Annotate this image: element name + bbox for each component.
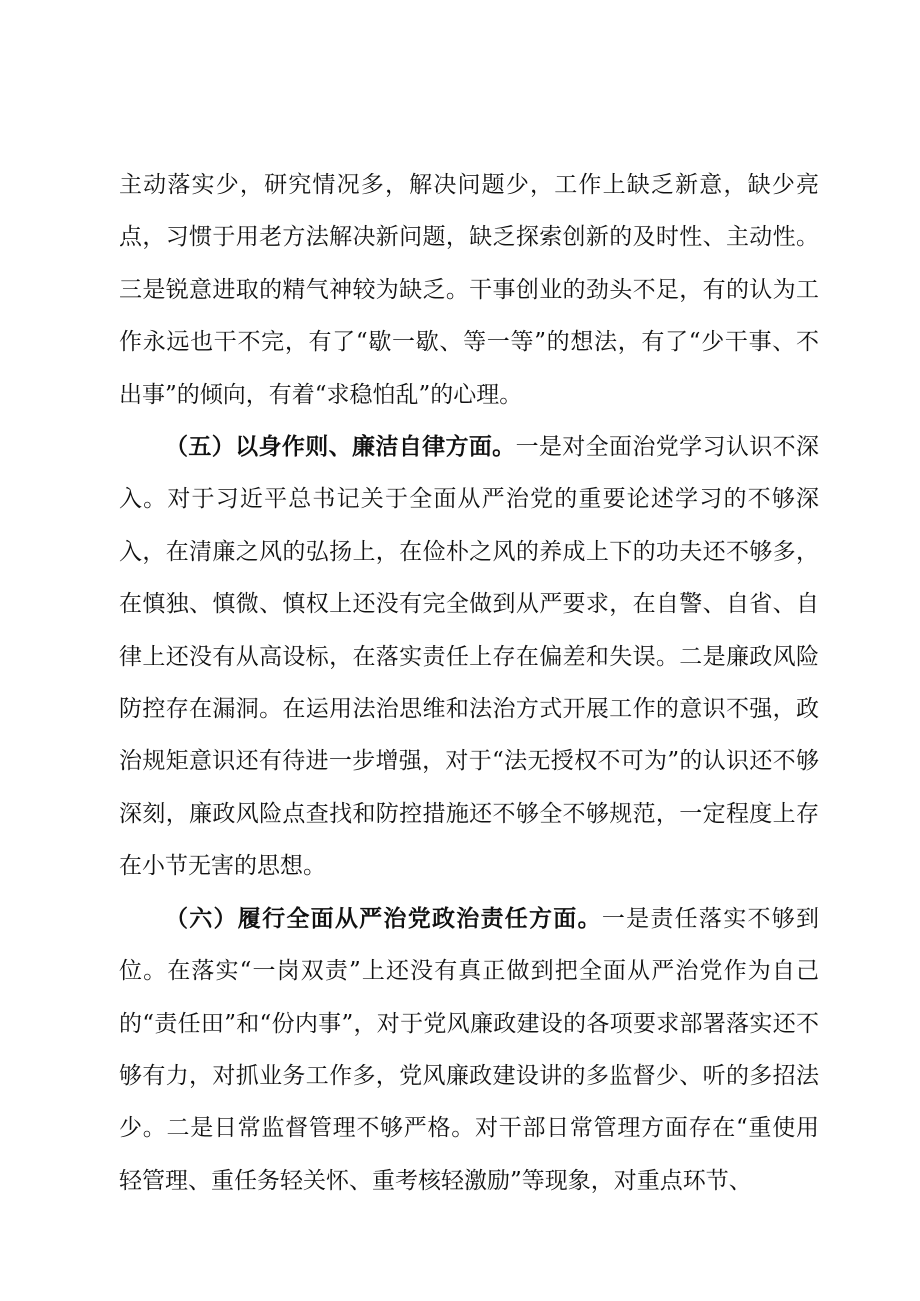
section-6-body: 一是责任落实不够到位。在落实“一岗双责”上还没有真正做到把全面从严治党作为自己的“责任田”和“份内事”，对于党风廉政建设的各项要求部署落实还不够有力，对抓业务工作多，党风廉政建设讲的多监督少、听的多招法少。二是日常监督管理不够严格。对干部日常管理方面存在“重使用轻管理、重任务轻关怀、重考核轻激励”等现象，对重点环节、	[119, 905, 820, 1194]
section-6-heading: （六）履行全面从严治党政治责任方面。	[165, 905, 602, 932]
section-5-heading: （五）以身作则、廉洁自律方面。	[165, 434, 516, 461]
section-5-body: 一是对全面治党学习认识不深入。对于习近平总书记关于全面从严治党的重要论述学习的不够深入，在清廉之风的弘扬上，在俭朴之风的养成上下的功夫还不够多，在慎独、慎微、慎权上还没有完全做到从严要求，在自警、自省、自律上还没有从高设标，在落实责任上存在偏差和失误。二是廉政风险防控存在漏洞。在运用法治思维和法治方式开展工作的意识不强，政治规矩意识还有待进一步增强，对于“法无授权不可为”的认识还不够深刻，廉政风险点查找和防控措施还不够全不够规范，一定程度上存在小节无害的思想。	[119, 434, 820, 880]
paragraph-continued: 主动落实少，研究情况多，解决问题少，工作上缺乏新意，缺少亮点，习惯于用老方法解决新问题，缺乏探索创新的及时性、主动性。三是锐意进取的精气神较为缺乏。干事创业的劲头不足，有的认为工作永远也干不完，有了“歇一歇、等一等”的想法，有了“少干事、不出事”的倾向，有着“求稳怕乱”的心理。	[119, 172, 819, 408]
paragraph-section-5	[119, 421, 819, 893]
document-body	[119, 159, 819, 1207]
paragraph-section-6	[119, 893, 819, 1207]
